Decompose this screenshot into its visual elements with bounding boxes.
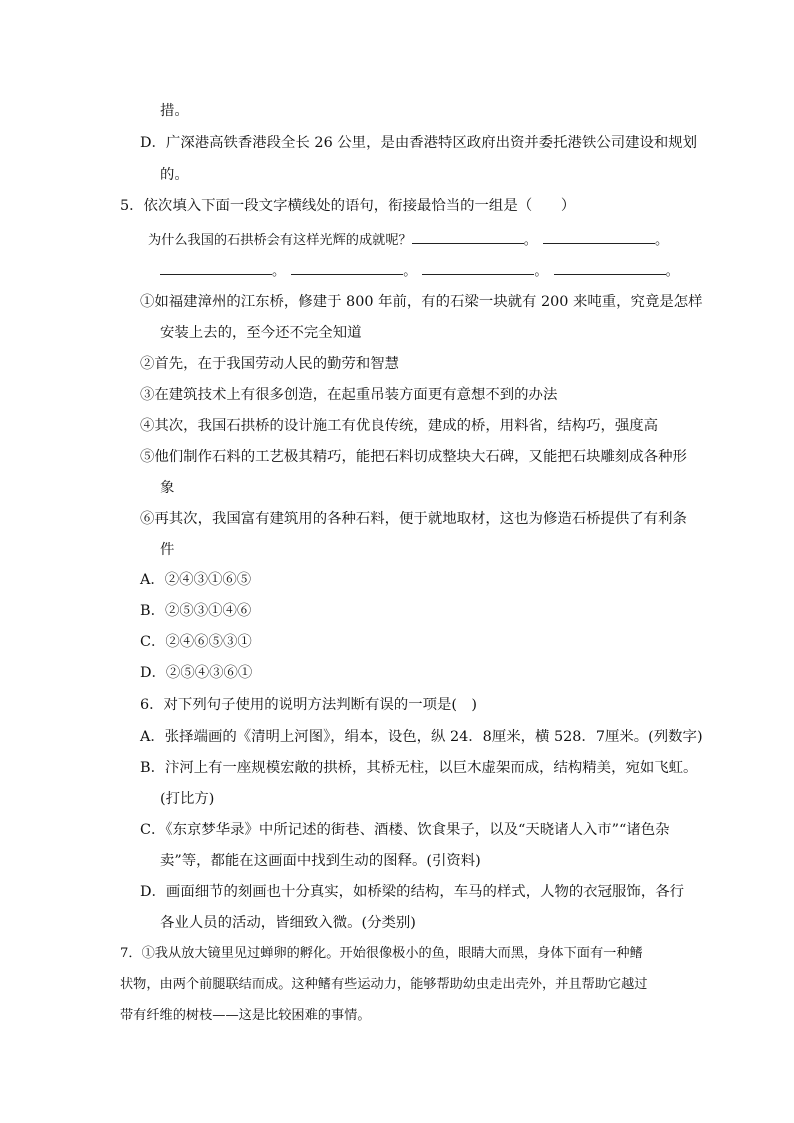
q5-blank-sep: 。 [403, 264, 417, 279]
q5-item-4: ④其次，我国石拱桥的设计施工有优良传统，建成的桥，用料省，结构巧，强度高 [140, 418, 659, 434]
q6-option-d-line2: 各业人员的活动，皆细致入微。(分类别) [160, 915, 416, 931]
q7-passage-line3: 带有纤维的树枝——这是比较困难的事情。 [120, 1008, 371, 1023]
q5-item-6-line1: ⑥再其次，我国富有建筑用的各种石料，便于就地取材，这也为修造石桥提供了有利条 [140, 511, 687, 527]
q7-passage-line1: 7．①我从放大镜里见过蝉卵的孵化。开始很像极小的鱼，眼睛大而黑，身体下面有一种鳍 [120, 946, 643, 961]
q5-item-5-line1: ⑤他们制作石料的工艺极其精巧，能把石料切成整块大石碑，又能把石块雕刻成各种形 [140, 449, 687, 465]
q5-blank-6 [554, 260, 666, 275]
q5-item-1-line1: ①如福建漳州的江东桥，修建于 800 年前，有的石梁一块就有 200 来吨重，究竟是怎样 [140, 294, 703, 310]
q6-option-d-line1: D．画面细节的刻画也十分真实，如桥梁的结构，车马的样式，人物的衣冠服饰，各行 [140, 884, 684, 900]
q5-option-b: B．②⑤③①④⑥ [140, 603, 252, 619]
q4-tail-text: 措。 [160, 103, 189, 119]
q5-blank-sep: 。 [534, 264, 548, 279]
q6-option-c-line2: 卖”等，都能在这画面中找到生动的图释。(引资料) [160, 853, 481, 869]
q5-item-5-line2: 象 [160, 480, 175, 496]
q5-blank-3 [160, 260, 272, 275]
q5-blank-4 [291, 260, 403, 275]
q5-item-3: ③在建筑技术上有很多创造，在起重吊装方面更有意想不到的办法 [140, 387, 558, 403]
q5-stem: 5．依次填入下面一段文字横线处的语句，衔接最恰当的一组是（ ） [120, 198, 576, 214]
q5-passage-line2 [160, 260, 679, 282]
q5-blank-sep: 。 [272, 264, 286, 279]
q6-option-b-line1: B．汴河上有一座规模宏敞的拱桥，其桥无柱，以巨木虚架而成，结构精美，宛如飞虹。 [140, 760, 698, 776]
q6-option-b-line2: (打比方) [160, 791, 215, 807]
q5-blank-2 [543, 229, 655, 244]
q5-option-c: C．②④⑥⑤③① [140, 634, 252, 650]
q6-option-c-line1: C．《东京梦华录》中所记述的街巷、酒楼、饮食果子，以及“天晓诸人入市”“诸色杂 [140, 822, 670, 838]
q5-passage-line1 [148, 229, 668, 251]
q4-option-d-line1: D．广深港高铁香港段全长 26 公里，是由香港特区政府出资并委托港铁公司建设和规划 [140, 135, 698, 151]
q5-option-a: A．②④③①⑥⑤ [140, 572, 252, 588]
q5-blank-sep: 。 [665, 264, 679, 279]
q7-passage-line2: 状物，由两个前腿联结而成。这种鳍有些运动力，能够帮助幼虫走出壳外，并且帮助它越过 [120, 977, 648, 992]
q5-item-6-line2: 件 [160, 542, 175, 558]
q6-stem: 6．对下列句子使用的说明方法判断有误的一项是( ) [140, 697, 477, 713]
q4-option-d-line2: 的。 [160, 167, 189, 183]
q5-blank-5 [422, 260, 534, 275]
q5-blank-sep: 。 [654, 233, 669, 248]
q6-option-a: A．张择端画的《清明上河图》，绢本，设色，纵 24．8厘米，横 528．7厘米。(列数字) [140, 729, 703, 745]
q5-item-2: ②首先，在于我国劳动人民的勤劳和智慧 [140, 356, 400, 372]
q5-option-d: D．②⑤④③⑥① [140, 665, 253, 681]
q5-blank-1 [412, 229, 524, 244]
q5-passage-prefix: 为什么我国的石拱桥会有这样光辉的成就呢？ [148, 233, 412, 248]
q5-item-1-line2: 安装上去的，至今还不完全知道 [160, 325, 362, 341]
q5-blank-sep: 。 [523, 233, 537, 248]
